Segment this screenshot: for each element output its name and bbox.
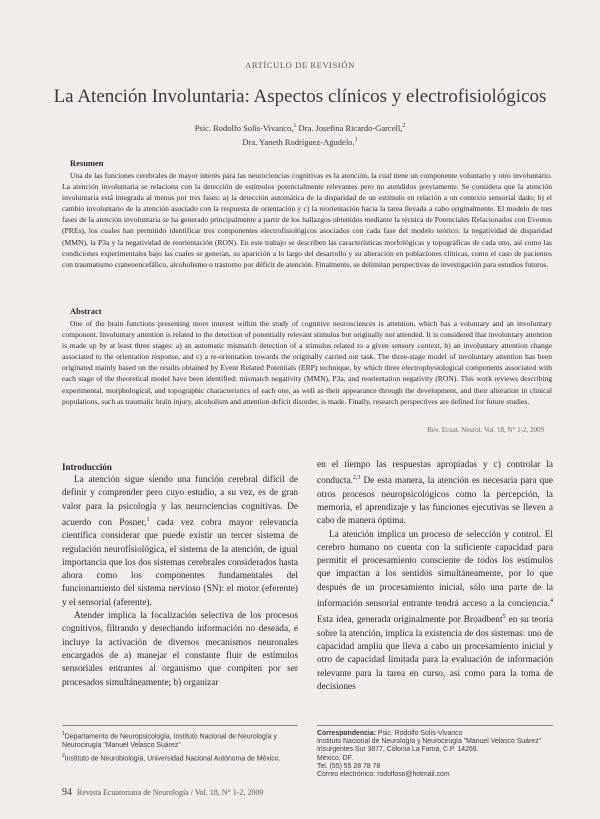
author-1: Psic. Rodolfo Solís-Vivanco, bbox=[194, 122, 294, 133]
resumen-section bbox=[62, 158, 552, 270]
journal-citation: Rev. Ecuat. Neurol. Vol. 18, N° 1-2, 2009 bbox=[427, 426, 544, 434]
intro-paragraph-4: La atención implica un proceso de selección y control. El cerebro humano no cuenta con la suficiente capacidad para permitir el procesamiento consciente de todos los estímulos que impactan a los sentidos simultáneamente, por lo que después de un procesamiento inicial, sólo una parte de la información sensorial entrante tendrá acceso a la conciencia.$^4$ Esta idea, generada originalmente por Broadbent$^5$ en su teoría sobre la atención, implica la existencia de dos sistemas: uno de capacidad amplia que lleva a cabo un procesamiento inicial y otro de capacidad limitada para la evaluación de información relevante para la tarea en curso, así como para la toma de decisiones bbox=[317, 529, 554, 693]
journal-name: Revista Ecuatoriana de Neurología / Vol. 18, N° 1-2, 2009 bbox=[77, 788, 264, 797]
resumen-heading: Resumen bbox=[70, 158, 104, 168]
correspondence-email: Correo electrónico: rodolfoso@hotmail.com bbox=[317, 771, 450, 779]
footnote-2: $^2$Instituto de Neurobiología, Universidad Nacional Autónoma de México. bbox=[62, 753, 281, 763]
left-column bbox=[62, 462, 298, 690]
intro-paragraph-2: Atender implica la focalización selectiva de los procesos cognitivos, filtrando y desechando información no deseada, e incluye la activación de diversos mecanismos neuronales encargados de a) manejar el constante fluir de estímulos sensoriales entrantes al organismo que compiten por ser procesados simultáneamente; b) organizar bbox=[62, 611, 298, 688]
section-label: ARTÍCULO DE REVISIÓN bbox=[245, 60, 355, 70]
author-list: Psic. Rodolfo Solís-Vivanco,$^1$ Dra. Josefina Ricardo-Garcell,$^2$ Dra. Yaneth Rodríguez-Agudelo.$^1$ bbox=[194, 122, 406, 147]
abstract-section bbox=[62, 306, 552, 407]
intro-heading: Introducción bbox=[62, 462, 112, 472]
right-column bbox=[317, 459, 553, 694]
correspondence-block: Correspondencia: Psic. Rodolfo Solís-Vivanco Instituto Nacional de Neurología y Neurocirugía "Manuel Velasco Suárez" Insurgentes Sur 3877, Colonia La Fama, C.P. 14269. México, DF. Tel. (55) 55 28 78 78 Correo electrónico: rodolfoso@hotmail.com bbox=[317, 730, 541, 779]
intro-paragraph-3: en el tiempo las respuestas apropiadas y c) controlar la conducta.$^{2,3}$ De esta manera, la atención es necesaria para que otros procesos neuropsicológicos como la percepción, la memoria, el aprendizaje y las funciones ejecutivas se lleven a cabo de manera óptima. bbox=[317, 460, 553, 527]
footnote-1: $^1$Departamento de Neuropsicología, Instituto Nacional de Neurología y Neurocirugía "Manuel Velasco Suárez" bbox=[62, 731, 277, 749]
page-number: 94 bbox=[62, 787, 72, 798]
footnote-divider bbox=[62, 725, 298, 726]
author-3: Dra. Yaneth Rodríguez-Agudelo. bbox=[242, 136, 355, 147]
abstract-body: One of the brain functions presenting more interest within the study of cognitive neurosciences is attention, which has a voluntary and an involuntary component. Involuntary attention is related to the detection of potentially relevant stimulus but originally not attended. It is considered that involuntary attention is made up by at least three stages: a) an automatic mismatch detection of a stimulus related to a given sensory context, b) an involuntary attention change associated to the orientation response, and c) a re-orientation towards the originally carried out task. The three-stage model of involuntary attention has been originated mainly based on the results obtained by Event Related Potentials (ERP) technique, by which three electrophysiological components associated with each stage of the theoretical model have been identified: mismatch negativity (MMN), P3a, and reorientation negativity (RON). This work reviews describing experimental, morphological, and topographic characteristics of each one, as well as their appearance through the development, and their alteration in clinical populations, such as traumatic brain injury, alcoholism and attention deficit disorder, is made. Finally, research perspectives are defined for future studies. bbox=[62, 319, 552, 406]
article-title: La Atención Involuntaria: Aspectos clínicos y electrofisiológicos bbox=[53, 86, 547, 107]
abstract-heading: Abstract bbox=[70, 306, 102, 316]
page-footer bbox=[62, 787, 263, 798]
correspondence-divider bbox=[317, 725, 553, 726]
intro-paragraph-1: La atención sigue siendo una función cerebral difícil de definir y comprender pero cuyo estudio, a su vez, es de gran valor para la psicología y las neurociencias cognitivas. De acuerdo con Posner,$^1$ cada vez cobra mayor relevancia científica considerar que puede existir un tercer sistema de regulación neurofisiológica, el sistema de la atención, de igual importancia que los dos sistemas cerebrales considerados hasta ahora como los componentes fundamentales del funcionamiento del sistema nervioso (SN): el motor (eferente) y el sensorial (aferente). bbox=[62, 475, 298, 608]
resumen-body: Una de las funciones cerebrales de mayor interés para las neurociencias cognitivas es la atención, la cual tiene un componente voluntario y otro involuntario. La atención involuntaria se relaciona con la detección de estímulos potencialmente relevantes pero no atendidos previamente. Se considera que la atención involuntaria está integrada al menos por tres fases: a) la detección automática de la disparidad de un estímulo en relación a un contexto sensorial dado; b) el cambio involuntario de la atención asociado con la respuesta de orientación y c) la reorientación hacia la tarea llevada a cabo originalmente. El modelo de tres fases de la atención involuntaria se ha generado principalmente a partir de los hallazgos obtenidos mediante la técnica de Potenciales Relacionados con Eventos (PREs), los cuales han permitido identificar tres componentes electrofisiológicos asociados con cada fase del modelo teórico: la negatividad de disparidad (MMN), la P3a y la negatividad de reorientación (RON). En este trabajo se describen las características morfológicas y topográficas de cada uno, así como las condiciones experimentales bajo las cuales se generan, su aparición a lo largo del desarrollo y su alteración en poblaciones clínicas, como el caso de pacientes con traumatismo craneoencefálico, alcoholismo o trastorno por déficit de atención. Finalmente, se delimitan perspectivas de investigación para estudios futuros. bbox=[62, 171, 552, 269]
author-2: Dra. Josefina Ricardo-Garcell, bbox=[296, 122, 403, 133]
correspondence-label: Correspondencia: bbox=[317, 730, 376, 737]
